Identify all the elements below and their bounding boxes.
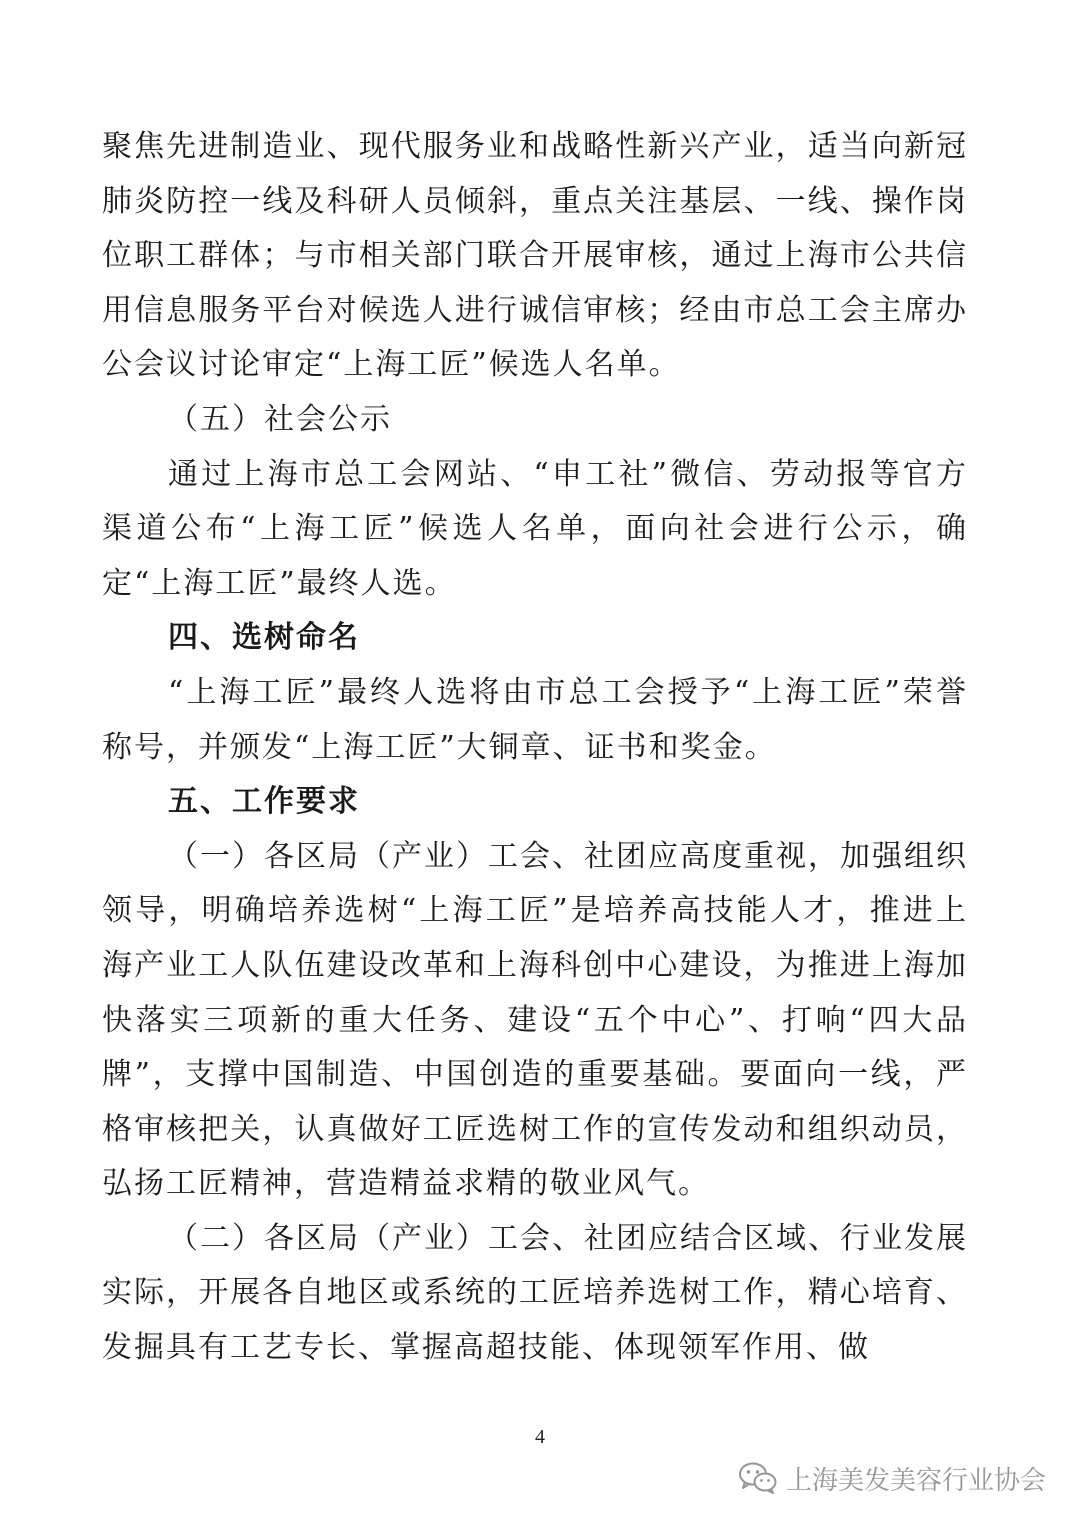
watermark <box>738 1458 1046 1498</box>
page-number: 4 <box>535 1426 545 1448</box>
wechat-icon <box>738 1461 778 1495</box>
paragraph-public-notice: 通过上海市总工会网站、“申工社”微信、劳动报等官方渠道公布“上海工匠”候选人名单，面向社会进行公示，确定“上海工匠”最终人选。 <box>102 456 968 601</box>
paragraph-requirement-1: （一）各区局（产业）工会、社团应高度重视，加强组织领导，明确培养选树“上海工匠”是培养高技能人才，推进上海产业工人队伍建设改革和上海科创中心建设，为推进上海加快落实三项新的重大任务、建设“五个中心”、打响“四大品牌”，支撑中国制造、中国创造的重要基础。要面向一线，严格审核把关，认真做好工匠选树工作的宣传发动和组织动员，弘扬工匠精神，营造精益求精的敬业风气。 <box>102 838 968 1202</box>
paragraph-requirement-2: （二）各区局（产业）工会、社团应结合区域、行业发展实际，开展各自地区或系统的工匠培养选树工作，精心培育、发掘具有工艺专长、掌握高超技能、体现领军作用、做 <box>102 1220 968 1366</box>
paragraph-selection-naming: “上海工匠”最终人选将由市总工会授予“上海工匠”荣誉称号，并颁发“上海工匠”大铜章、证书和奖金。 <box>102 674 968 765</box>
watermark-text: 上海美发美容行业协会 <box>785 1465 1046 1496</box>
heading-selection-naming: 四、选树命名 <box>168 620 360 656</box>
document-body <box>102 120 968 1376</box>
subheading-public-notice: （五）社会公示 <box>168 401 392 437</box>
paragraph-review: 聚焦先进制造业、现代服务业和战略性新兴产业，适当向新冠肺炎防控一线及科研人员倾斜，重点关注基层、一线、操作岗位职工群体；与市相关部门联合开展审核，通过上海市公共信用信息服务平台对候选人进行诚信审核；经由市总工会主席办公会议讨论审定“上海工匠”候选人名单。 <box>102 129 968 383</box>
heading-work-requirements: 五、工作要求 <box>168 784 360 820</box>
